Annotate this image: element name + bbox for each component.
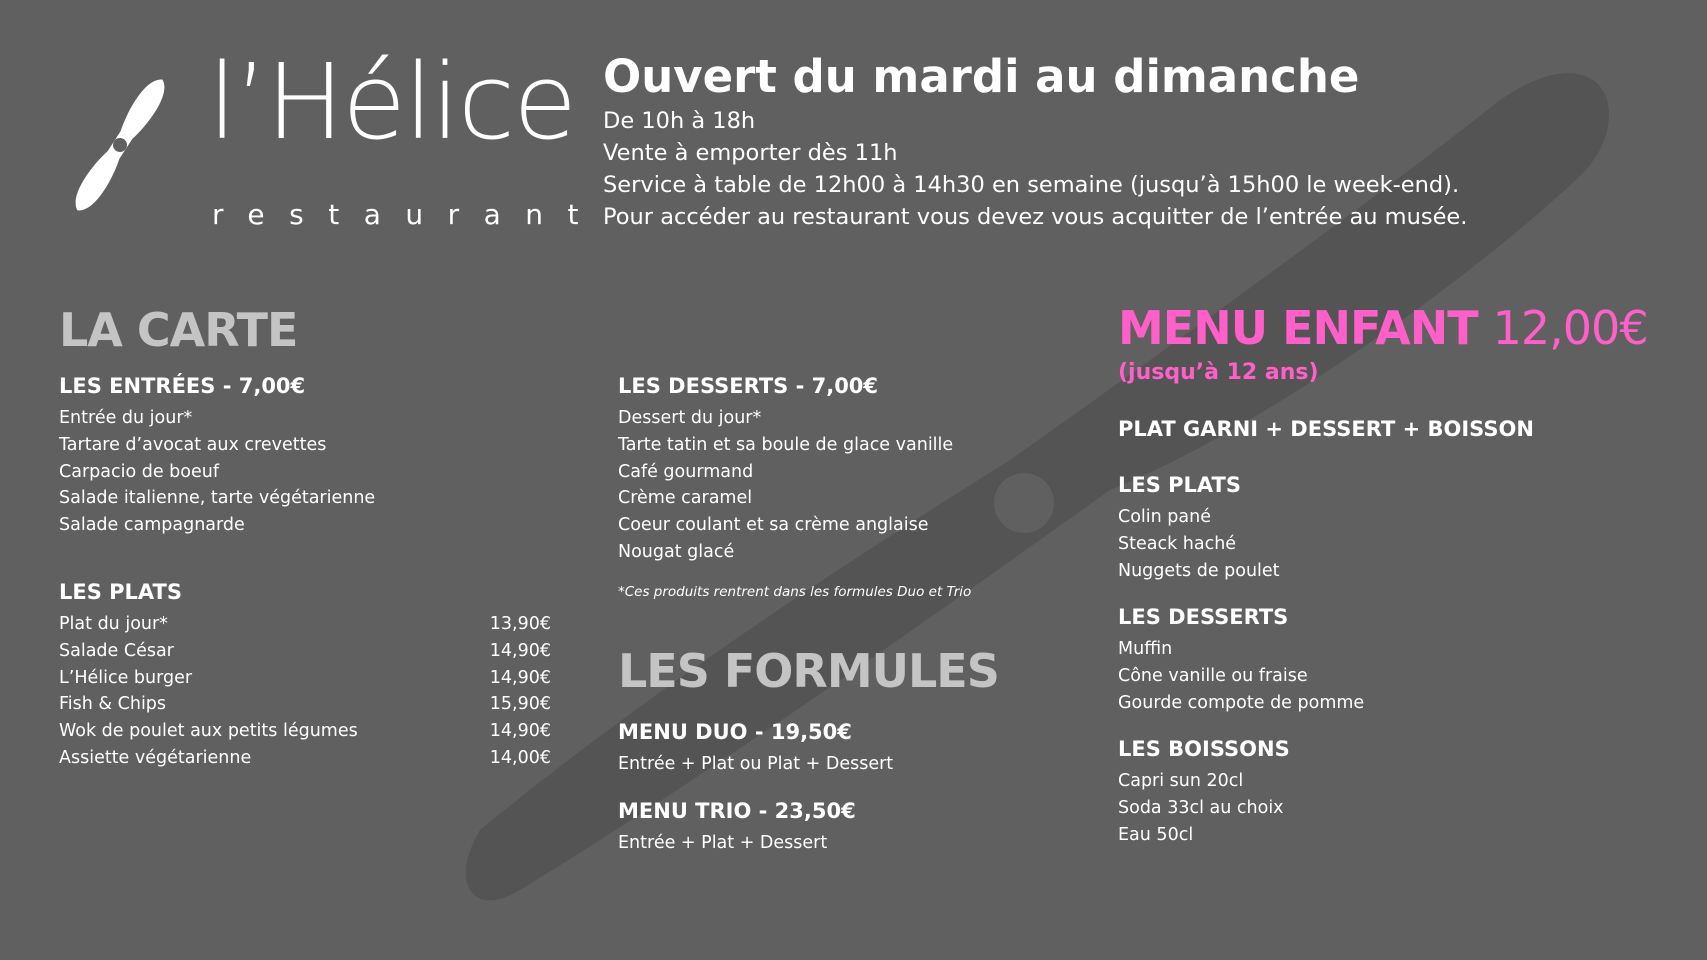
list-item [59, 638, 551, 665]
list-item [59, 611, 551, 638]
museum-entry-info: Pour accéder au restaurant vous devez vous acquitter de l’entrée au musée. [603, 203, 1468, 230]
menu-enfant-age: (jusqu’à 12 ans) [1118, 360, 1319, 385]
desserts-list [618, 405, 953, 566]
list-item: Café gourmand [618, 461, 754, 482]
list-item: Nougat glacé [618, 541, 735, 562]
list-item: Steack haché [1118, 533, 1237, 554]
list-item: Gourde compote de pomme [1118, 692, 1365, 713]
list-item: Coeur coulant et sa crème anglaise [618, 515, 929, 536]
opening-info [603, 52, 1467, 233]
enfant-desserts-title: LES DESSERTS [1118, 605, 1289, 629]
opening-title: Ouvert du mardi au dimanche [603, 50, 1360, 103]
menu-enfant-combo: PLAT GARNI + DESSERT + BOISSON [1118, 417, 1534, 441]
menu-duo-title: MENU DUO - 19,50€ [618, 720, 852, 744]
list-item: Capri sun 20cl [1118, 771, 1244, 791]
list-item: Colin pané [1118, 507, 1211, 527]
list-item: Nuggets de poulet [1118, 560, 1280, 581]
plats-list [59, 611, 551, 772]
plats-title: LES PLATS [59, 580, 183, 604]
list-item [59, 691, 551, 718]
list-item: Tarte tatin et sa boule de glace vanille [618, 434, 954, 455]
list-item: Cône vanille ou fraise [1118, 665, 1308, 686]
list-item [59, 718, 551, 745]
menu-trio-title: MENU TRIO - 23,50€ [618, 799, 856, 823]
enfant-plats-title: LES PLATS [1118, 473, 1242, 497]
formula-note: *Ces produits rentrent dans les formules Duo et Trio [618, 584, 972, 600]
list-item: Entrée du jour* [59, 408, 193, 428]
formules-title: LES FORMULES [618, 644, 999, 698]
dish-name: L’Hélice burger [59, 667, 193, 688]
list-item: Dessert du jour* [618, 408, 762, 428]
enfant-boissons-list [1118, 768, 1284, 848]
dish-price: 14,90€ [489, 667, 551, 688]
list-item: Crème caramel [618, 488, 753, 509]
dish-name: Salade César [59, 640, 174, 661]
dish-name: Plat du jour* [59, 614, 168, 634]
list-item: Soda 33cl au choix [1118, 797, 1284, 818]
list-item [59, 745, 551, 772]
list-item: Carpacio de boeuf [59, 461, 219, 482]
desserts-title: LES DESSERTS - 7,00€ [618, 374, 879, 398]
brand-name: l’Hélice [208, 41, 576, 163]
dish-name: Assiette végétarienne [59, 747, 252, 768]
entrees-list [59, 405, 375, 539]
menu-trio-desc: Entrée + Plat + Dessert [618, 833, 828, 853]
carte-title: LA CARTE [59, 303, 298, 357]
dish-price: 14,90€ [489, 640, 551, 661]
dish-name: Wok de poulet aux petits légumes [59, 721, 358, 742]
dish-price: 15,90€ [489, 694, 551, 715]
brand-subtitle: restaurant [212, 198, 603, 231]
dish-price: 14,00€ [489, 747, 551, 768]
menu-duo-desc: Entrée + Plat ou Plat + Dessert [618, 754, 894, 774]
dish-price: 14,90€ [489, 721, 551, 742]
list-item: Salade campagnarde [59, 515, 245, 536]
menu-enfant-label: MENU ENFANT [1118, 301, 1478, 355]
list-item: Tartare d’avocat aux crevettes [59, 434, 327, 455]
list-item [59, 665, 551, 692]
enfant-plats-list [1118, 504, 1280, 584]
list-item: Muffin [1118, 639, 1173, 659]
takeaway-info: Vente à emporter dès 11h [603, 139, 898, 166]
list-item: Eau 50cl [1118, 824, 1194, 845]
dish-name: Fish & Chips [59, 694, 167, 715]
entrees-title: LES ENTRÉES - 7,00€ [59, 374, 306, 398]
enfant-desserts-list [1118, 636, 1364, 716]
list-item: Salade italienne, tarte végétarienne [59, 488, 376, 509]
enfant-boissons-title: LES BOISSONS [1118, 737, 1290, 761]
table-service-info: Service à table de 12h00 à 14h30 en semaine (jusqu’à 15h00 le week-end). [603, 171, 1460, 198]
menu-enfant-title [1118, 301, 1648, 355]
opening-hours: De 10h à 18h [603, 107, 756, 134]
dish-price: 13,90€ [489, 614, 551, 634]
menu-enfant-price: 12,00€ [1492, 301, 1648, 355]
